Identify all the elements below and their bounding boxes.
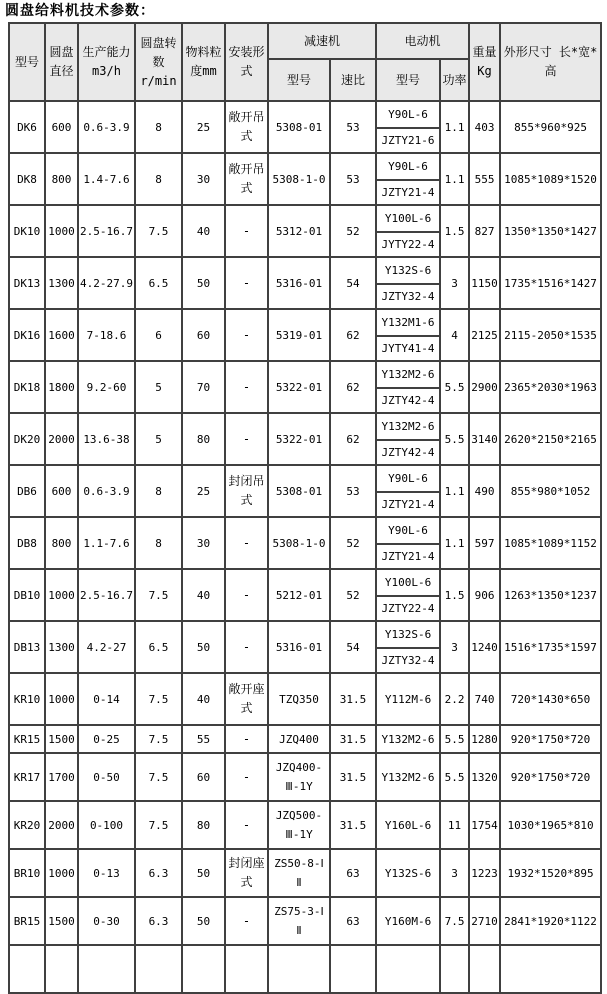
- cell-install: -: [225, 897, 268, 945]
- cell-granularity: 40: [182, 205, 225, 257]
- motor-model-1: Y132S-6: [384, 628, 432, 641]
- cell-weight: 1240: [469, 621, 500, 673]
- cell-speed: 6: [135, 309, 182, 361]
- cell-diameter: 2000: [45, 801, 78, 849]
- motor-model-2: JYTY22-4: [377, 231, 439, 255]
- cell-capacity: 4.2-27: [78, 621, 135, 673]
- cell-model: DB8: [9, 517, 45, 569]
- cell-motor-model: Y132M2-6: [376, 753, 440, 801]
- cell-capacity: 2.5-16.7: [78, 205, 135, 257]
- cell-motor-model: [376, 517, 440, 569]
- cell-weight: 827: [469, 205, 500, 257]
- cell-weight: 906: [469, 569, 500, 621]
- cell-dimensions: 1516*1735*1597: [500, 621, 601, 673]
- cell-ratio: 54: [330, 257, 376, 309]
- cell-diameter: 1000: [45, 673, 78, 725]
- spec-table: [8, 22, 602, 994]
- cell-capacity: 0.6-3.9: [78, 465, 135, 517]
- cell-power: 11: [440, 801, 469, 849]
- cell-ratio: 62: [330, 413, 376, 465]
- cell-reducer-model: 5312-01: [268, 205, 330, 257]
- cell-granularity: 25: [182, 101, 225, 153]
- motor-model-1: Y90L-6: [388, 472, 428, 485]
- cell-speed: 5: [135, 413, 182, 465]
- table-row: [9, 897, 601, 945]
- cell-install: -: [225, 801, 268, 849]
- cell-model: KR20: [9, 801, 45, 849]
- cell-weight: 2900: [469, 361, 500, 413]
- cell-power: 1.1: [440, 101, 469, 153]
- cell-ratio: 52: [330, 205, 376, 257]
- table-row: [9, 725, 601, 753]
- table-row: [9, 309, 601, 361]
- cell-model: BR10: [9, 849, 45, 897]
- cell-motor-model: [376, 101, 440, 153]
- cell-ratio: 52: [330, 569, 376, 621]
- table-header: [9, 23, 601, 101]
- header-motor-group: 电动机: [376, 23, 469, 59]
- header-capacity: 生产能力 m3/h: [78, 23, 135, 101]
- motor-model-1: Y132M1-6: [381, 316, 435, 329]
- motor-model-1: Y100L-6: [384, 212, 432, 225]
- cell-reducer-model: 5319-01: [268, 309, 330, 361]
- cell-granularity: 50: [182, 621, 225, 673]
- cell-weight: 3140: [469, 413, 500, 465]
- cell-motor-model: [376, 569, 440, 621]
- cell-capacity: 0-50: [78, 753, 135, 801]
- cell-motor-model: [376, 309, 440, 361]
- cell-diameter: 2000: [45, 413, 78, 465]
- cell-dimensions: 1735*1516*1427: [500, 257, 601, 309]
- motor-model-1: Y132M2-6: [381, 420, 435, 433]
- cell-granularity: 60: [182, 309, 225, 361]
- partial-cell: [376, 945, 440, 993]
- cell-speed: 6.3: [135, 897, 182, 945]
- partial-cell: [45, 945, 78, 993]
- cell-reducer-model: ZS50-8-Ⅰ Ⅱ: [268, 849, 330, 897]
- cell-diameter: 800: [45, 153, 78, 205]
- motor-model-2: JZTY32-4: [377, 283, 439, 307]
- cell-weight: 2125: [469, 309, 500, 361]
- cell-motor-model: [376, 413, 440, 465]
- cell-power: 3: [440, 257, 469, 309]
- cell-install: 封闭吊式: [225, 465, 268, 517]
- cell-motor-model: Y160L-6: [376, 801, 440, 849]
- cell-capacity: 4.2-27.9: [78, 257, 135, 309]
- cell-granularity: 60: [182, 753, 225, 801]
- cell-speed: 7.5: [135, 569, 182, 621]
- header-diameter: 圆盘直径: [45, 23, 78, 101]
- cell-model: DB13: [9, 621, 45, 673]
- cell-motor-model: Y132M2-6: [376, 725, 440, 753]
- cell-capacity: 0-100: [78, 801, 135, 849]
- header-granularity: 物料粒度mm: [182, 23, 225, 101]
- cell-ratio: 53: [330, 465, 376, 517]
- cell-reducer-model: JZQ400-Ⅲ-1Y: [268, 753, 330, 801]
- cell-speed: 6.5: [135, 257, 182, 309]
- cell-reducer-model: 5322-01: [268, 361, 330, 413]
- cell-diameter: 1300: [45, 621, 78, 673]
- cell-motor-model: [376, 621, 440, 673]
- cell-capacity: 2.5-16.7: [78, 569, 135, 621]
- cell-speed: 8: [135, 517, 182, 569]
- cell-diameter: 1000: [45, 849, 78, 897]
- cell-model: DK6: [9, 101, 45, 153]
- table-row: [9, 205, 601, 257]
- cell-granularity: 80: [182, 801, 225, 849]
- table-row: [9, 413, 601, 465]
- partial-row: [9, 945, 601, 993]
- cell-power: 5.5: [440, 725, 469, 753]
- partial-cell: [182, 945, 225, 993]
- cell-dimensions: 855*960*925: [500, 101, 601, 153]
- cell-capacity: 13.6-38: [78, 413, 135, 465]
- table-row: [9, 801, 601, 849]
- cell-power: 5.5: [440, 413, 469, 465]
- header-dimensions: 外形尺寸 长*宽*高: [500, 23, 601, 101]
- cell-granularity: 50: [182, 897, 225, 945]
- cell-power: 3: [440, 849, 469, 897]
- cell-dimensions: 855*980*1052: [500, 465, 601, 517]
- cell-dimensions: 1263*1350*1237: [500, 569, 601, 621]
- cell-capacity: 1.1-7.6: [78, 517, 135, 569]
- cell-diameter: 1000: [45, 205, 78, 257]
- motor-model-2: JZTY42-4: [377, 439, 439, 463]
- cell-model: DB6: [9, 465, 45, 517]
- cell-power: 7.5: [440, 897, 469, 945]
- cell-weight: 1223: [469, 849, 500, 897]
- header-reducer-group: 减速机: [268, 23, 376, 59]
- partial-cell: [330, 945, 376, 993]
- cell-power: 1.1: [440, 153, 469, 205]
- cell-power: 1.5: [440, 569, 469, 621]
- motor-model-1: Y90L-6: [388, 108, 428, 121]
- cell-diameter: 600: [45, 101, 78, 153]
- cell-weight: 1280: [469, 725, 500, 753]
- cell-dimensions: 1085*1089*1520: [500, 153, 601, 205]
- partial-cell: [268, 945, 330, 993]
- cell-install: -: [225, 205, 268, 257]
- cell-dimensions: 1350*1350*1427: [500, 205, 601, 257]
- cell-ratio: 62: [330, 361, 376, 413]
- cell-model: DK10: [9, 205, 45, 257]
- cell-motor-model: Y160M-6: [376, 897, 440, 945]
- cell-ratio: 52: [330, 517, 376, 569]
- cell-reducer-model: 5316-01: [268, 257, 330, 309]
- motor-model-1: Y132M2-6: [381, 368, 435, 381]
- cell-install: -: [225, 569, 268, 621]
- cell-granularity: 30: [182, 517, 225, 569]
- cell-motor-model: [376, 153, 440, 205]
- cell-model: DK18: [9, 361, 45, 413]
- table-row: [9, 753, 601, 801]
- cell-weight: 1320: [469, 753, 500, 801]
- cell-diameter: 1300: [45, 257, 78, 309]
- cell-motor-model: Y132S-6: [376, 849, 440, 897]
- table-row: [9, 569, 601, 621]
- cell-motor-model: [376, 361, 440, 413]
- partial-cell: [9, 945, 45, 993]
- table-row: [9, 257, 601, 309]
- cell-power: 3: [440, 621, 469, 673]
- cell-power: 1.1: [440, 465, 469, 517]
- cell-capacity: 0.6-3.9: [78, 101, 135, 153]
- cell-weight: 1150: [469, 257, 500, 309]
- table-row: [9, 849, 601, 897]
- cell-diameter: 1600: [45, 309, 78, 361]
- cell-weight: 740: [469, 673, 500, 725]
- motor-model-2: JZTY21-4: [377, 179, 439, 203]
- cell-ratio: 31.5: [330, 725, 376, 753]
- cell-dimensions: 920*1750*720: [500, 725, 601, 753]
- cell-motor-model: [376, 465, 440, 517]
- cell-speed: 8: [135, 153, 182, 205]
- cell-reducer-model: 5308-1-0: [268, 153, 330, 205]
- cell-granularity: 30: [182, 153, 225, 205]
- table-row: [9, 465, 601, 517]
- cell-reducer-model: ZS75-3-Ⅰ Ⅱ: [268, 897, 330, 945]
- motor-model-2: JZTY32-4: [377, 647, 439, 671]
- cell-diameter: 1800: [45, 361, 78, 413]
- cell-ratio: 62: [330, 309, 376, 361]
- cell-power: 5.5: [440, 361, 469, 413]
- cell-granularity: 50: [182, 849, 225, 897]
- cell-install: -: [225, 361, 268, 413]
- cell-reducer-model: JZQ500-Ⅲ-1Y: [268, 801, 330, 849]
- motor-model-2: JZTY22-4: [377, 595, 439, 619]
- partial-cell: [78, 945, 135, 993]
- cell-weight: 1754: [469, 801, 500, 849]
- header-install: 安装形式: [225, 23, 268, 101]
- cell-diameter: 1500: [45, 897, 78, 945]
- cell-granularity: 40: [182, 673, 225, 725]
- cell-power: 5.5: [440, 753, 469, 801]
- cell-reducer-model: TZQ350: [268, 673, 330, 725]
- cell-diameter: 1700: [45, 753, 78, 801]
- cell-motor-model: Y112M-6: [376, 673, 440, 725]
- cell-dimensions: 2365*2030*1963: [500, 361, 601, 413]
- cell-capacity: 0-14: [78, 673, 135, 725]
- cell-dimensions: 720*1430*650: [500, 673, 601, 725]
- cell-capacity: 1.4-7.6: [78, 153, 135, 205]
- cell-ratio: 31.5: [330, 753, 376, 801]
- cell-dimensions: 2841*1920*1122: [500, 897, 601, 945]
- cell-speed: 7.5: [135, 753, 182, 801]
- cell-granularity: 40: [182, 569, 225, 621]
- motor-model-1: Y90L-6: [388, 160, 428, 173]
- cell-speed: 8: [135, 465, 182, 517]
- cell-model: BR15: [9, 897, 45, 945]
- partial-cell: [135, 945, 182, 993]
- cell-weight: 555: [469, 153, 500, 205]
- page-title: 圆盘给料机技术参数：: [5, 3, 155, 19]
- cell-reducer-model: 5322-01: [268, 413, 330, 465]
- cell-dimensions: 1085*1089*1152: [500, 517, 601, 569]
- motor-model-2: JZTY21-6: [377, 127, 439, 151]
- cell-install: -: [225, 257, 268, 309]
- cell-diameter: 600: [45, 465, 78, 517]
- motor-model-2: JZTY21-4: [377, 543, 439, 567]
- table-row: [9, 361, 601, 413]
- cell-granularity: 25: [182, 465, 225, 517]
- partial-cell: [500, 945, 601, 993]
- partial-cell: [469, 945, 500, 993]
- cell-model: KR10: [9, 673, 45, 725]
- cell-dimensions: 2115-2050*1535: [500, 309, 601, 361]
- cell-model: DK13: [9, 257, 45, 309]
- cell-capacity: 0-25: [78, 725, 135, 753]
- cell-model: DK8: [9, 153, 45, 205]
- cell-capacity: 0-13: [78, 849, 135, 897]
- cell-reducer-model: 5308-1-0: [268, 517, 330, 569]
- cell-power: 2.2: [440, 673, 469, 725]
- cell-ratio: 53: [330, 153, 376, 205]
- cell-diameter: 800: [45, 517, 78, 569]
- cell-dimensions: 920*1750*720: [500, 753, 601, 801]
- cell-model: KR15: [9, 725, 45, 753]
- cell-reducer-model: 5316-01: [268, 621, 330, 673]
- cell-motor-model: [376, 205, 440, 257]
- cell-granularity: 50: [182, 257, 225, 309]
- cell-power: 1.1: [440, 517, 469, 569]
- cell-speed: 7.5: [135, 725, 182, 753]
- header-power: 功率: [440, 59, 469, 101]
- cell-ratio: 31.5: [330, 801, 376, 849]
- partial-cell: [225, 945, 268, 993]
- cell-install: -: [225, 621, 268, 673]
- cell-power: 4: [440, 309, 469, 361]
- cell-ratio: 31.5: [330, 673, 376, 725]
- cell-capacity: 7-18.6: [78, 309, 135, 361]
- cell-granularity: 80: [182, 413, 225, 465]
- cell-install: 封闭座式: [225, 849, 268, 897]
- cell-granularity: 55: [182, 725, 225, 753]
- motor-model-1: Y132S-6: [384, 264, 432, 277]
- cell-ratio: 63: [330, 897, 376, 945]
- table-body: [9, 101, 601, 993]
- cell-diameter: 1000: [45, 569, 78, 621]
- table-row: [9, 517, 601, 569]
- cell-capacity: 9.2-60: [78, 361, 135, 413]
- header-ratio: 速比: [330, 59, 376, 101]
- cell-reducer-model: 5308-01: [268, 101, 330, 153]
- cell-speed: 6.5: [135, 621, 182, 673]
- motor-model-1: Y100L-6: [384, 576, 432, 589]
- cell-speed: 5: [135, 361, 182, 413]
- cell-capacity: 0-30: [78, 897, 135, 945]
- cell-power: 1.5: [440, 205, 469, 257]
- cell-install: -: [225, 753, 268, 801]
- cell-reducer-model: JZQ400: [268, 725, 330, 753]
- header-reducer-model: 型号: [268, 59, 330, 101]
- cell-ratio: 54: [330, 621, 376, 673]
- cell-weight: 597: [469, 517, 500, 569]
- motor-model-2: JYTY41-4: [377, 335, 439, 359]
- cell-dimensions: 1932*1520*895: [500, 849, 601, 897]
- cell-install: -: [225, 413, 268, 465]
- cell-motor-model: [376, 257, 440, 309]
- cell-weight: 2710: [469, 897, 500, 945]
- cell-reducer-model: 5308-01: [268, 465, 330, 517]
- cell-install: 敞开座式: [225, 673, 268, 725]
- cell-dimensions: 2620*2150*2165: [500, 413, 601, 465]
- cell-speed: 7.5: [135, 801, 182, 849]
- cell-model: KR17: [9, 753, 45, 801]
- cell-install: -: [225, 517, 268, 569]
- header-weight: 重量 Kg: [469, 23, 500, 101]
- partial-cell: [440, 945, 469, 993]
- header-model: 型号: [9, 23, 45, 101]
- cell-install: -: [225, 309, 268, 361]
- motor-model-1: Y90L-6: [388, 524, 428, 537]
- cell-speed: 8: [135, 101, 182, 153]
- cell-speed: 6.3: [135, 849, 182, 897]
- cell-model: DK20: [9, 413, 45, 465]
- cell-speed: 7.5: [135, 205, 182, 257]
- cell-granularity: 70: [182, 361, 225, 413]
- cell-dimensions: 1030*1965*810: [500, 801, 601, 849]
- cell-model: DK16: [9, 309, 45, 361]
- cell-weight: 403: [469, 101, 500, 153]
- cell-install: -: [225, 725, 268, 753]
- motor-model-2: JZTY21-4: [377, 491, 439, 515]
- cell-reducer-model: 5212-01: [268, 569, 330, 621]
- table-row: [9, 153, 601, 205]
- header-speed: 圆盘转数 r/min: [135, 23, 182, 101]
- cell-install: 敞开吊式: [225, 153, 268, 205]
- table-row: [9, 101, 601, 153]
- cell-install: 敞开吊式: [225, 101, 268, 153]
- cell-model: DB10: [9, 569, 45, 621]
- motor-model-2: JZTY42-4: [377, 387, 439, 411]
- cell-ratio: 63: [330, 849, 376, 897]
- cell-ratio: 53: [330, 101, 376, 153]
- cell-diameter: 1500: [45, 725, 78, 753]
- table-row: [9, 621, 601, 673]
- cell-speed: 7.5: [135, 673, 182, 725]
- header-motor-model: 型号: [376, 59, 440, 101]
- cell-weight: 490: [469, 465, 500, 517]
- table-row: [9, 673, 601, 725]
